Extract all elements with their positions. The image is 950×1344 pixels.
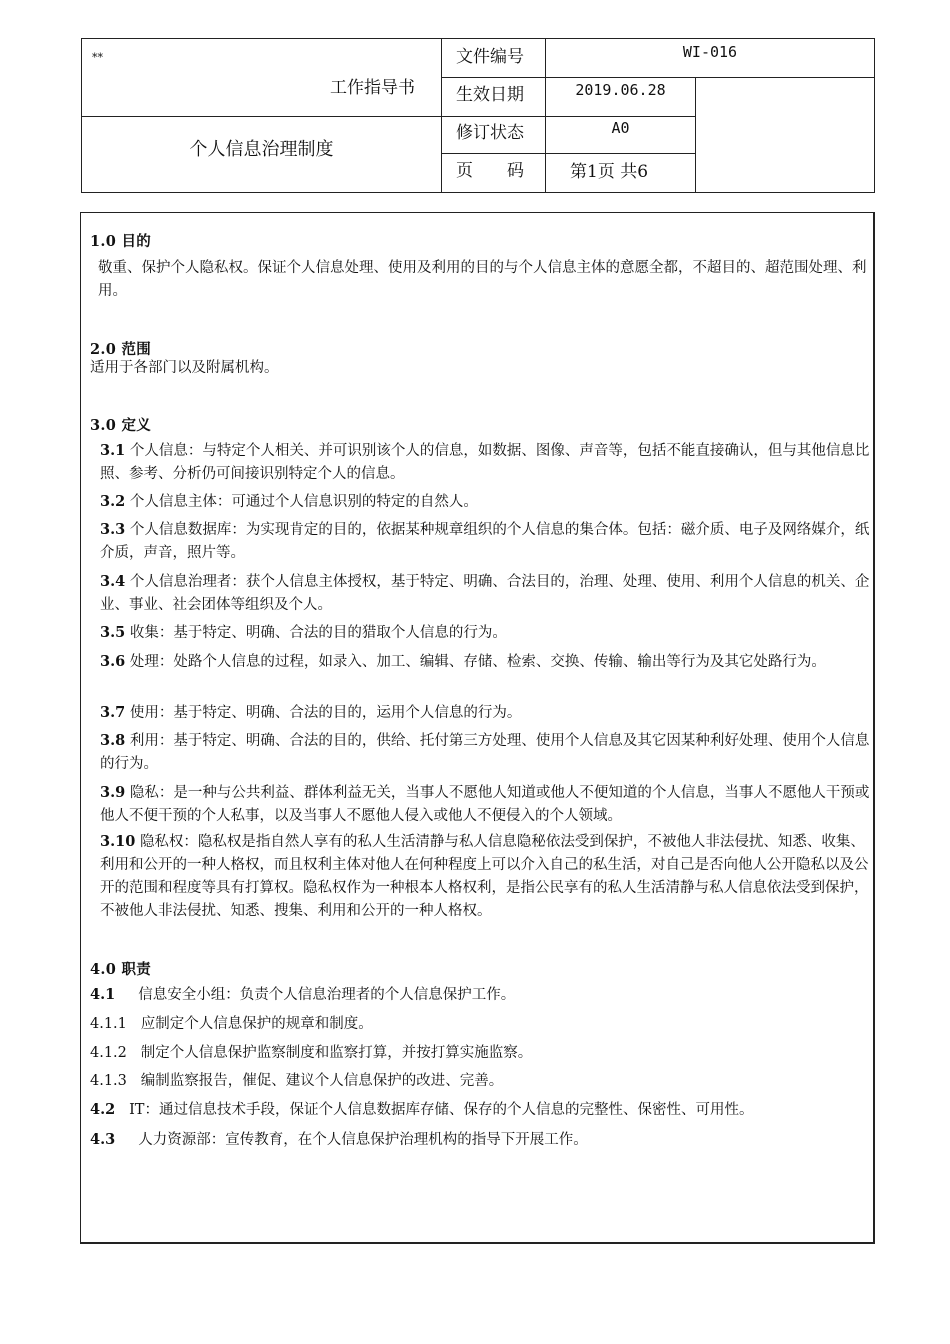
definition-item: 3.1 个人信息：与特定个人相关、并可识别该个人的信息，如数据、图像、声音等，包括不能直接确认，但与其他信息比照、参考、分析仍可间接识别特定个人的信息。 [100,442,870,482]
definition-item: 3.8 利用：基于特定、明确、合法的目的，供给、托付第三方处理、使用个人信息及其它因某种利好处理、使用个人信息的行为。 [100,732,870,772]
duty-item: 4.1.1 应制定个人信息保护的规章和制度。 [90,1016,373,1032]
value-file-no: WI-016 [682,43,738,61]
duty-item: 4.1 信息安全小组：负责个人信息治理者的个人信息保护工作。 [90,986,516,1003]
label-revision: 修订状态 [456,123,524,143]
section-1-text: 敬重、保护个人隐私权。保证个人信息处理、使用及利用的目的与个人信息主体的意愿全都，不超目的、超范围处理、利用。 [98,260,867,299]
section-1-title: 1.0 目的 [90,233,152,250]
doc-title: 个人信息治理制度 [189,139,334,160]
duty-item: 4.2 IT：通过信息技术手段，保证个人信息数据库存储、保存的个人信息的完整性、保密性、可用性。 [90,1101,754,1118]
doc-type: 工作指导书 [330,78,415,98]
definition-item: 3.3 个人信息数据库：为实现肯定的目的，依据某种规章组织的个人信息的集合体。包括：磁介质、电子及网络媒介，纸介质，声音，照片等。 [100,521,870,561]
duty-item: 4.1.3 编制监察报告，催促、建议个人信息保护的改进、完善。 [90,1073,504,1089]
value-effective-date: 2019.06.28 [575,81,666,99]
definition-item: 3.6 处理：处路个人信息的过程，如录入、加工、编辑、存储、检索、交换、传输、输出等行为及其它处路行为。 [100,653,826,670]
definition-item: 3.7 使用：基于特定、明确、合法的目的，运用个人信息的行为。 [100,704,522,721]
header-stars: ** [92,51,103,64]
duty-item: 4.1.2 制定个人信息保护监察制度和监察打算，并按打算实施监察。 [90,1045,533,1061]
label-page: 页 码 [456,161,524,181]
definition-item: 3.9 隐私：是一种与公共利益、群体利益无关，当事人不愿他人知道或他人不便知道的个人信息，当事人不愿他人干预或他人不便干预的个人私事，以及当事人不愿他人侵入或他人不便侵入的个人领域。 [100,784,870,824]
value-revision: A0 [611,119,630,137]
section-2-text: 适用于各部门以及附属机构。 [90,360,279,376]
section-3-title: 3.0 定义 [90,417,152,434]
definition-item: 3.5 收集：基于特定、明确、合法的目的猎取个人信息的行为。 [100,624,507,641]
label-file-no: 文件编号 [456,47,524,67]
definition-item: 3.10 隐私权：隐私权是指自然人享有的私人生活清静与私人信息隐秘依法受到保护，不被他人非法侵扰、知悉、收集、利用和公开的一种人格权，而且权利主体对他人在何种程度上可以介入自己的私生活，对自己是否向他人公开隐私以及公开的范围和程度等具有打算权。隐私权作为一种根本人格权利，是指公民享有的私人生活清静与私人信息依法受到保护，不被他人非法侵扰、知悉、搜集、利用和公开的一种人格权。 [100,833,869,919]
label-effective-date: 生效日期 [456,85,524,105]
definition-item: 3.2 个人信息主体：可通过个人信息识别的特定的自然人。 [100,493,478,510]
definition-item: 3.4 个人信息治理者：获个人信息主体授权，基于特定、明确、合法目的，治理、处理、使用、利用个人信息的机关、企业、事业、社会团体等组织及个人。 [100,573,870,613]
value-page: 第1页 共6 [570,162,649,182]
section-4-title: 4.0 职责 [90,961,152,978]
section-2-title: 2.0 范围 [90,341,152,358]
header-table [81,38,875,193]
duty-item: 4.3 人力资源部：宣传教育，在个人信息保护治理机构的指导下开展工作。 [90,1131,588,1148]
